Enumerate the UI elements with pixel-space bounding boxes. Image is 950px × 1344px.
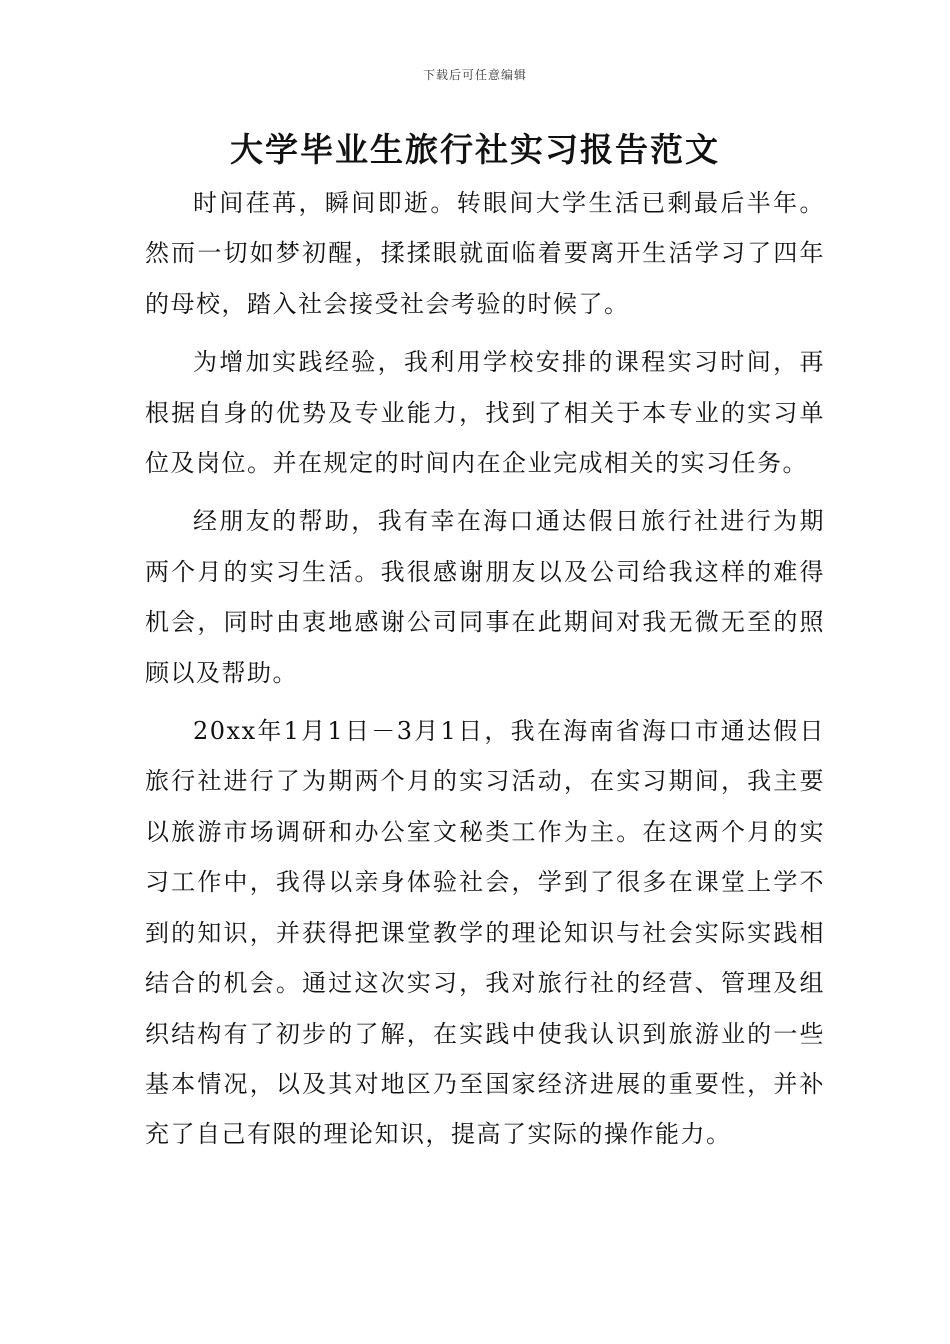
header-note: 下载后可任意编辑 [422, 68, 527, 82]
document-body [145, 178, 825, 1168]
paragraph-4: 20xx年1月1日－3月1日，我在海南省海口市通达假日旅行社进行了为期两个月的实习活动，在实习期间，我主要以旅游市场调研和办公室文秘类工作为主。在这两个月的实习工作中，我得以亲身体验社会，学到了很多在课堂上学不到的知识，并获得把课堂教学的理论知识与社会实际实践相结合的机会。通过这次实习，我对旅行社的经营、管理及组织结构有了初步的了解，在实践中使我认识到旅游业的一些基本情况，以及其对地区乃至国家经济进展的重要性，并补充了自己有限的理论知识，提高了实际的操作能力。 [145, 717, 825, 1149]
paragraph-3: 经朋友的帮助，我有幸在海口通达假日旅行社进行为期两个月的实习生活。我很感谢朋友以及公司给我这样的难得机会，同时由衷地感谢公司同事在此期间对我无微无至的照顾以及帮助。 [145, 507, 825, 687]
paragraph-1: 时间荏苒，瞬间即逝。转眼间大学生活已剩最后半年。然而一切如梦初醒，揉揉眼就面临着要离开生活学习了四年的母校，踏入社会接受社会考验的时候了。 [145, 189, 825, 318]
paragraph-2: 为增加实践经验，我利用学校安排的课程实习时间，再根据自身的优势及专业能力，找到了相关于本专业的实习单位及岗位。并在规定的时间内在企业完成相关的实习任务。 [145, 348, 825, 478]
document-title: 大学毕业生旅行社实习报告范文 [230, 130, 720, 169]
